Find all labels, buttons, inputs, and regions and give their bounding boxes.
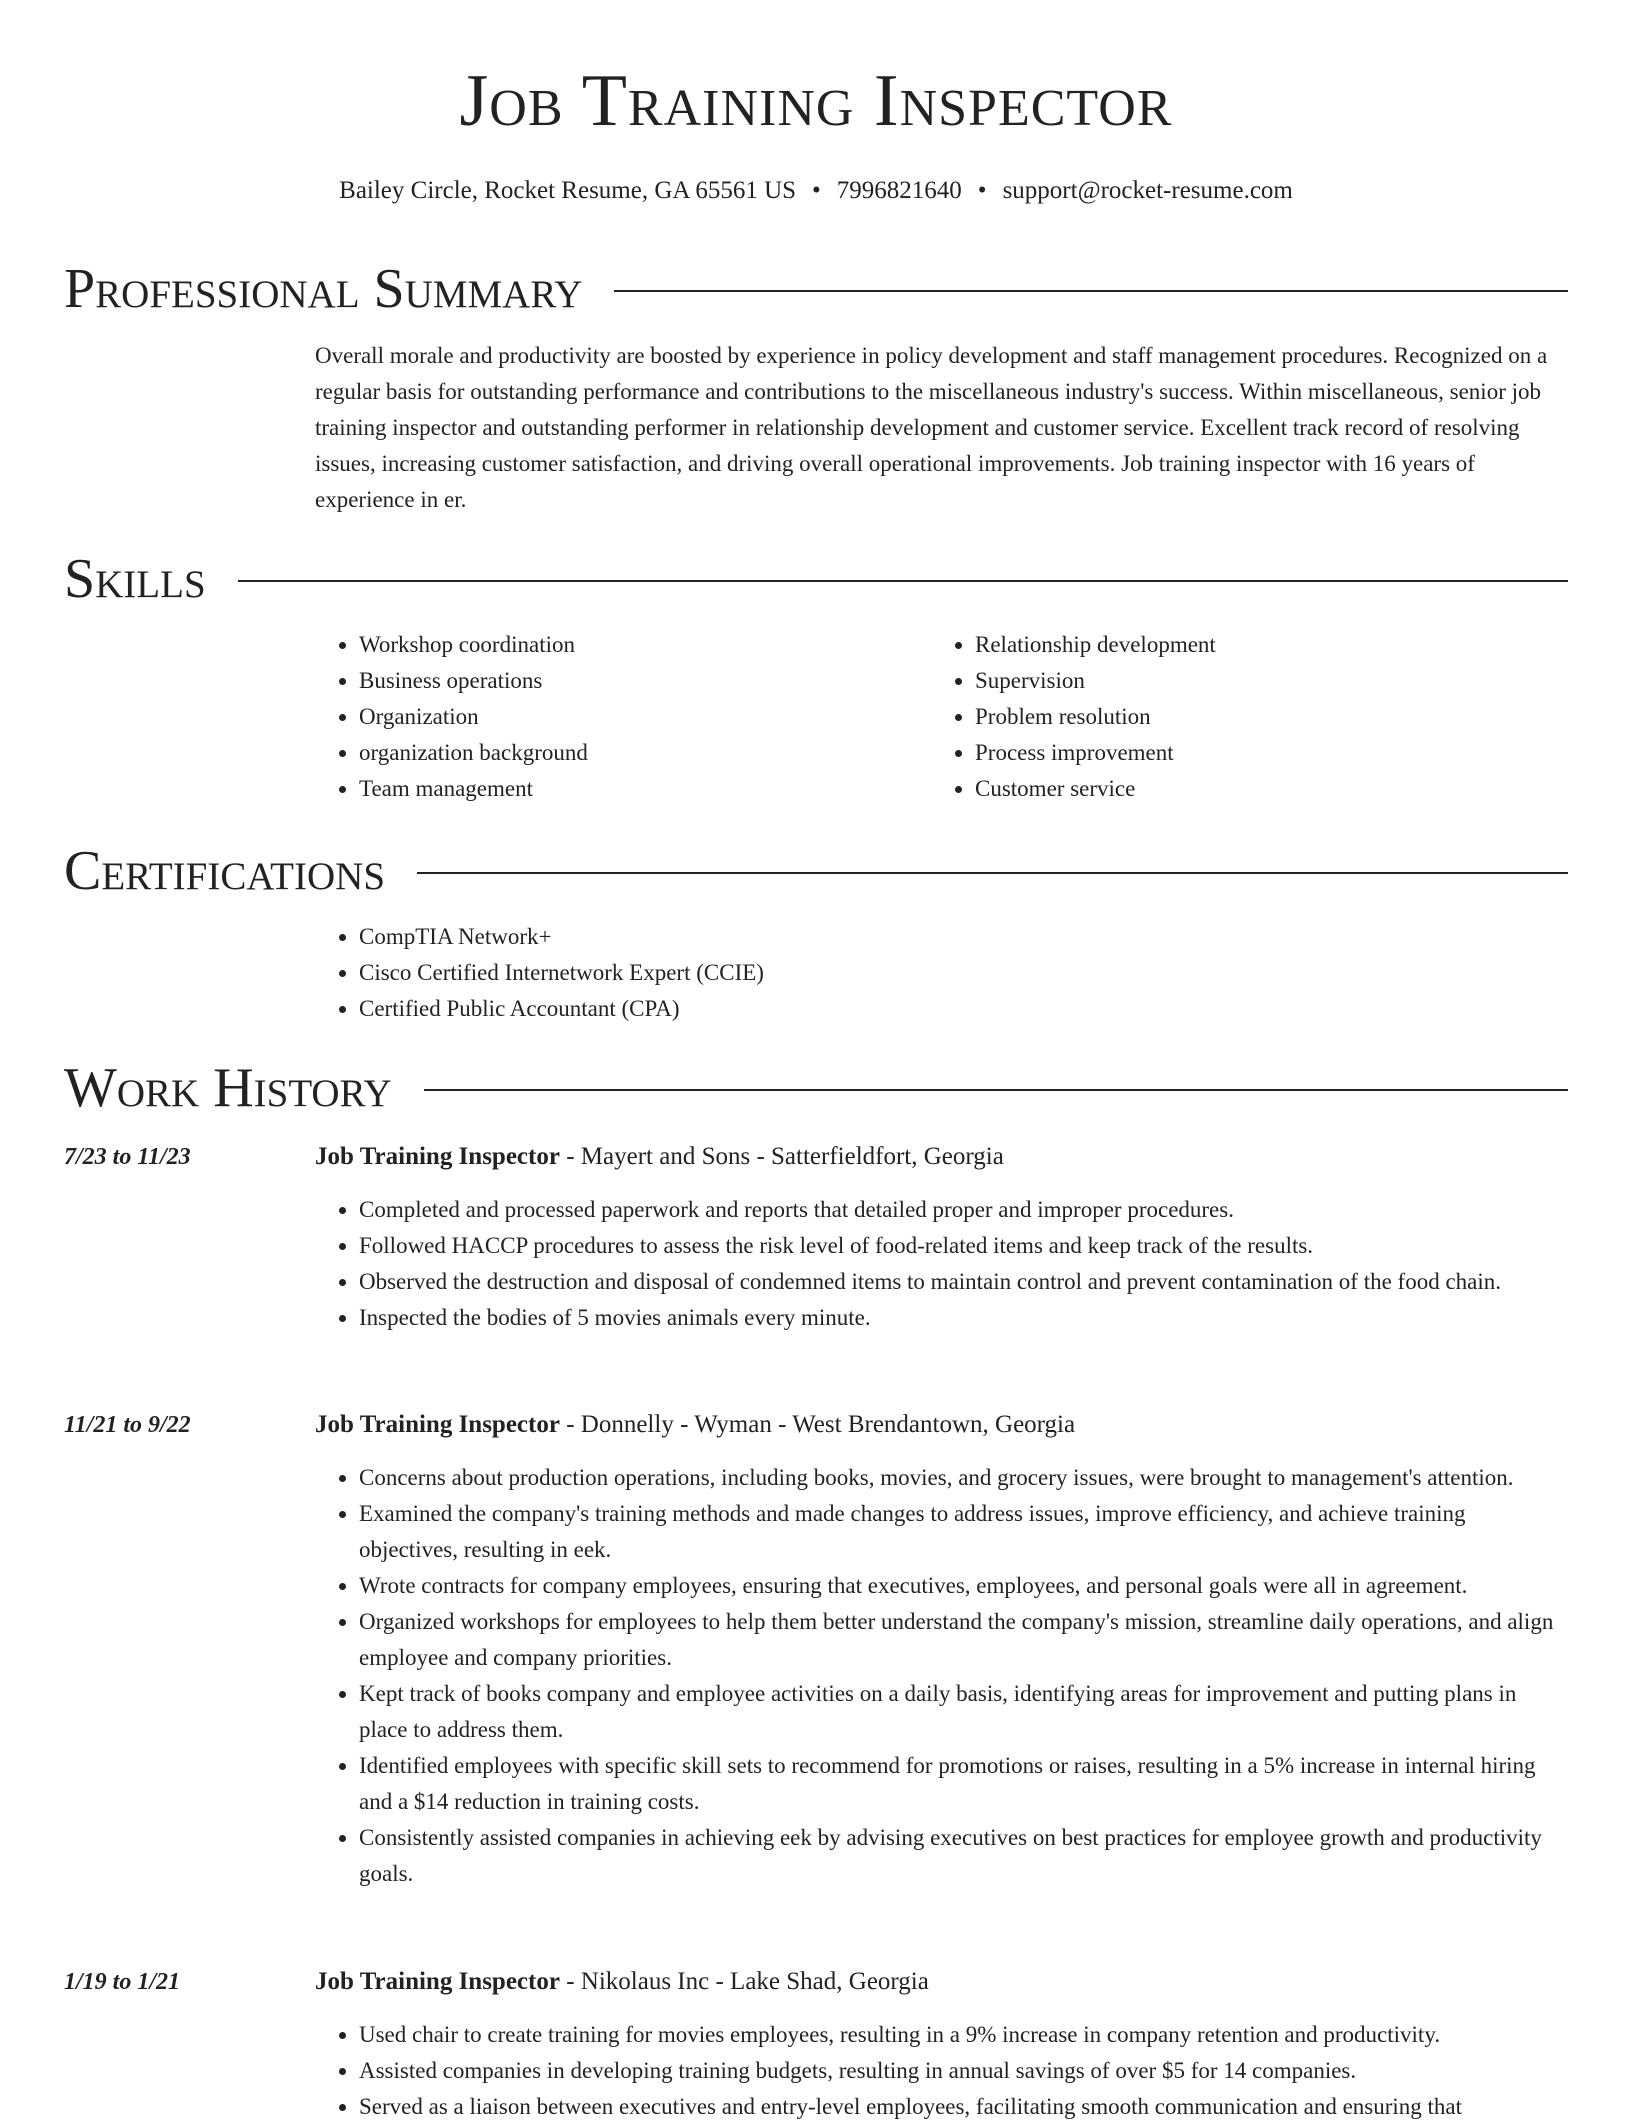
skill-item: • Process improvement: [975, 735, 1531, 771]
job-bullet: • Completed and processed paperwork and reports that detailed proper and improper procedures.: [359, 1192, 1568, 1228]
job-bullet: • Wrote contracts for company employees, ensuring that executives, employees, and personal goals were all in agreement.: [359, 1568, 1568, 1604]
job-company: - Donnelly - Wyman - West Brendantown, Georgia: [559, 1411, 1076, 1438]
job-bullet: • Kept track of books company and employee activities on a daily basis, identifying areas for improvement and putting plans in place to address them.: [359, 1676, 1568, 1748]
job-bullet: • Identified employees with specific skill sets to recommend for promotions or raises, resulting in a 5% increase in internal hiring and a $14 reduction in training costs.: [359, 1748, 1568, 1820]
section-header-summary: [64, 258, 1568, 320]
job-dates: 11/21 to 9/22: [64, 1412, 191, 1438]
job-title-line: [315, 1139, 1568, 1175]
page-title: Job Training Inspector: [459, 60, 1173, 142]
certification-item: • Certified Public Accountant (CPA): [359, 991, 1315, 1027]
skill-item: • Supervision: [975, 663, 1531, 699]
summary-text: Overall morale and productivity are boosted by experience in policy development and staff management procedures. Recognized on a regular basis for outstanding performance and contributions to the miscellaneous industry's success. Within miscellaneous, senior job training inspector and outstanding performer in relationship development and customer service. Excellent track record of resolving issues, increasing customer satisfaction, and driving overall operational improvements. Job training inspector with 16 years of experience in er.: [315, 343, 1548, 512]
section-divider: [238, 580, 1568, 582]
section-header-skills: [64, 548, 1568, 610]
job-title: Job Training Inspector: [315, 1143, 560, 1170]
skill-item: • Business operations: [359, 663, 915, 699]
skill-item: • organization background: [359, 735, 915, 771]
skills-column-right: [931, 627, 1531, 807]
job-bullet: • Organized workshops for employees to help them better understand the company's mission, streamline daily operations, and align employee and company priorities.: [359, 1604, 1568, 1676]
job-title-line: [315, 1407, 1568, 1443]
skills-list-left: [315, 627, 915, 807]
job-bullet: • Assisted companies in developing training budgets, resulting in annual savings of over $5 for 14 companies.: [359, 2053, 1568, 2089]
contact-address: Bailey Circle, Rocket Resume, GA 65561 US: [339, 177, 797, 204]
skill-item: • Customer service: [975, 771, 1531, 807]
skills-column-left: [315, 627, 915, 807]
job-bullet: • Used chair to create training for movies employees, resulting in a 9% increase in company retention and productivity.: [359, 2017, 1568, 2053]
certifications-list: [315, 919, 1315, 1027]
job-bullets: [315, 2017, 1568, 2125]
job-bullets: [315, 1192, 1568, 1336]
certifications-block: [315, 919, 1315, 1027]
certification-item: • CompTIA Network+: [359, 919, 1315, 955]
job-bullet: • Examined the company's training methods and made changes to address issues, improve efficiency, and achieve training objectives, resulting in eek.: [359, 1496, 1568, 1568]
job-bullets: [315, 1460, 1568, 1892]
skills-list-right: [931, 627, 1531, 807]
job-company: - Nikolaus Inc - Lake Shad, Georgia: [559, 1968, 929, 1995]
contact-separator: •: [977, 177, 987, 204]
job-bullet: • Observed the destruction and disposal of condemned items to maintain control and prevent contamination of the food chain.: [359, 1264, 1568, 1300]
section-divider: [614, 290, 1568, 292]
job-dates: 7/23 to 11/23: [64, 1144, 191, 1170]
contact-email: support@rocket-resume.com: [1002, 177, 1293, 204]
contact-phone: 7996821640: [836, 177, 962, 204]
job-bullet: • Served as a liaison between executives and entry-level employees, facilitating smooth communication and ensuring that: [359, 2089, 1568, 2125]
job-bullet: • Consistently assisted companies in achieving eek by advising executives on best practices for employee growth and productivity goals.: [359, 1820, 1568, 1892]
section-header-work-history: [64, 1057, 1568, 1119]
job-company: - Mayert and Sons - Satterfieldfort, Georgia: [559, 1143, 1004, 1170]
section-header-certifications: [64, 840, 1568, 902]
skill-item: • Workshop coordination: [359, 627, 915, 663]
job-title: Job Training Inspector: [315, 1411, 560, 1438]
job-title: Job Training Inspector: [315, 1968, 560, 1995]
certification-item: • Cisco Certified Internetwork Expert (CCIE): [359, 955, 1315, 991]
job-bullet: • Followed HACCP procedures to assess the risk level of food-related items and keep track of the results.: [359, 1228, 1568, 1264]
job-dates: 1/19 to 1/21: [64, 1969, 181, 1995]
section-divider: [424, 1089, 1568, 1091]
section-title-summary: Professional Summary: [64, 258, 583, 320]
section-title-skills: Skills: [64, 548, 206, 610]
section-title-certifications: Certifications: [64, 840, 386, 902]
contact-separator: •: [812, 177, 821, 204]
section-title-work-history: Work History: [64, 1057, 392, 1119]
skill-item: • Problem resolution: [975, 699, 1531, 735]
job-bullet: • Concerns about production operations, including books, movies, and grocery issues, were brought to management's attention.: [359, 1460, 1568, 1496]
skill-item: • Organization: [359, 699, 915, 735]
job-bullet: • Inspected the bodies of 5 movies animals every minute.: [359, 1300, 1568, 1336]
contact-line: [64, 176, 1568, 206]
job-title-line: [315, 1964, 1568, 2000]
skill-item: • Team management: [359, 771, 915, 807]
section-divider: [417, 872, 1568, 874]
skill-item: • Relationship development: [975, 627, 1531, 663]
